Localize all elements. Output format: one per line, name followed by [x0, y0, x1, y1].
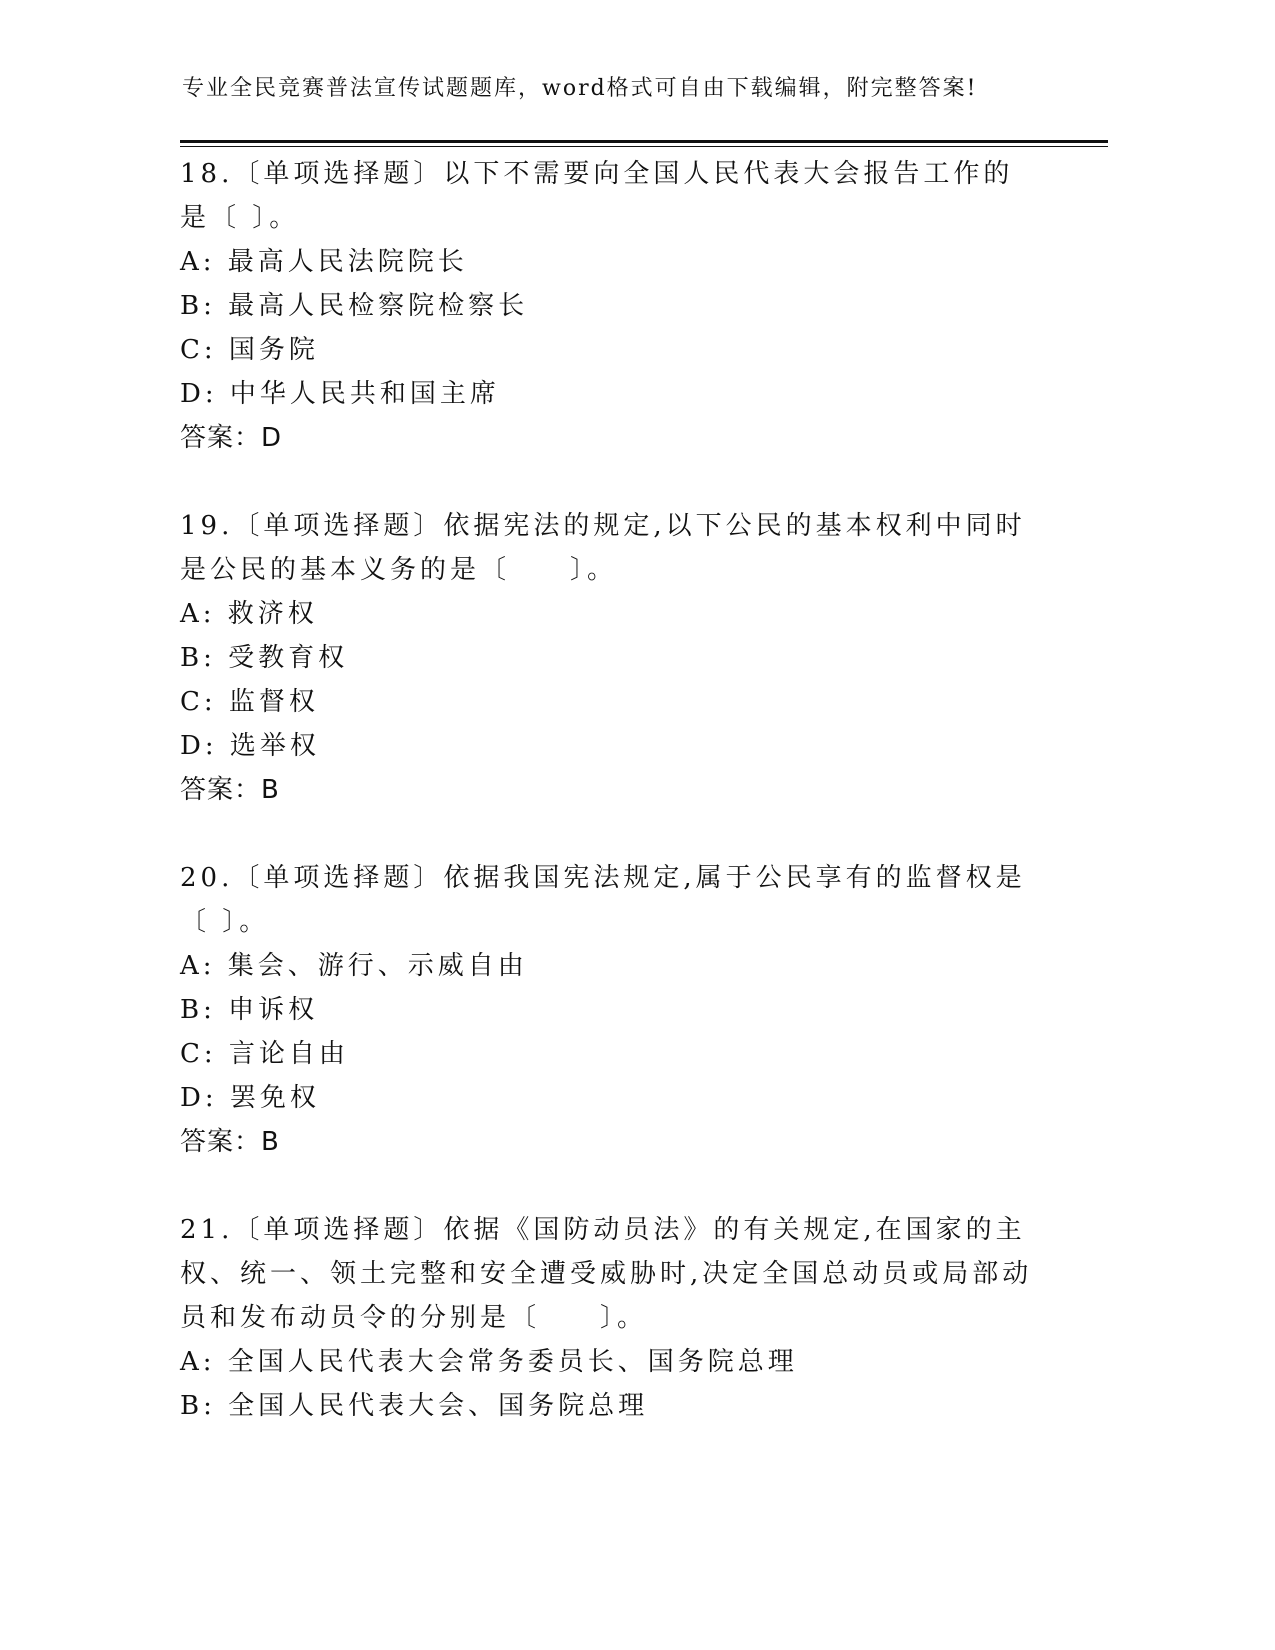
header-rule-thin — [180, 146, 1108, 147]
question-stem: 19.〔单项选择题〕依据宪法的规定,以下公民的基本权利中同时是公民的基本义务的是〔 〕。 — [180, 511, 1026, 585]
option-b: B: 最高人民检察院检察长 — [180, 291, 529, 321]
option-a: A: 全国人民代表大会常务委员长、国务院总理 — [180, 1347, 798, 1377]
question-19 — [180, 504, 1040, 812]
answer-line: 答案：B — [180, 775, 280, 805]
question-20 — [180, 856, 1040, 1164]
option-a: A: 救济权 — [180, 599, 318, 629]
header-rule-thick — [180, 140, 1108, 143]
option-b: B: 全国人民代表大会、国务院总理 — [180, 1391, 649, 1421]
answer-line: 答案：D — [180, 423, 283, 453]
option-d: D: 罢免权 — [180, 1083, 320, 1113]
question-stem: 21.〔单项选择题〕依据《国防动员法》的有关规定,在国家的主权、统一、领土完整和安全遭受威胁时,决定全国总动员或局部动员和发布动员令的分别是〔 〕。 — [180, 1215, 1033, 1333]
option-d: D: 选举权 — [180, 731, 320, 761]
question-21 — [180, 1208, 1040, 1428]
option-c: C: 言论自由 — [180, 1039, 349, 1069]
option-c: C: 国务院 — [180, 335, 319, 365]
question-stem: 20.〔单项选择题〕依据我国宪法规定,属于公民享有的监督权是〔 〕。 — [180, 863, 1026, 937]
document-header: 专业全民竞赛普法宣传试题题库，word格式可自由下载编辑，附完整答案! — [182, 76, 978, 101]
option-b: B: 申诉权 — [180, 995, 319, 1025]
option-d: D: 中华人民共和国主席 — [180, 379, 500, 409]
option-c: C: 监督权 — [180, 687, 319, 717]
question-stem: 18.〔单项选择题〕以下不需要向全国人民代表大会报告工作的是〔 〕。 — [180, 159, 1014, 233]
option-b: B: 受教育权 — [180, 643, 349, 673]
option-a: A: 集会、游行、示威自由 — [180, 951, 528, 981]
question-list — [180, 152, 1040, 1472]
answer-line: 答案：B — [180, 1127, 280, 1157]
option-a: A: 最高人民法院院长 — [180, 247, 468, 277]
question-18 — [180, 152, 1040, 460]
